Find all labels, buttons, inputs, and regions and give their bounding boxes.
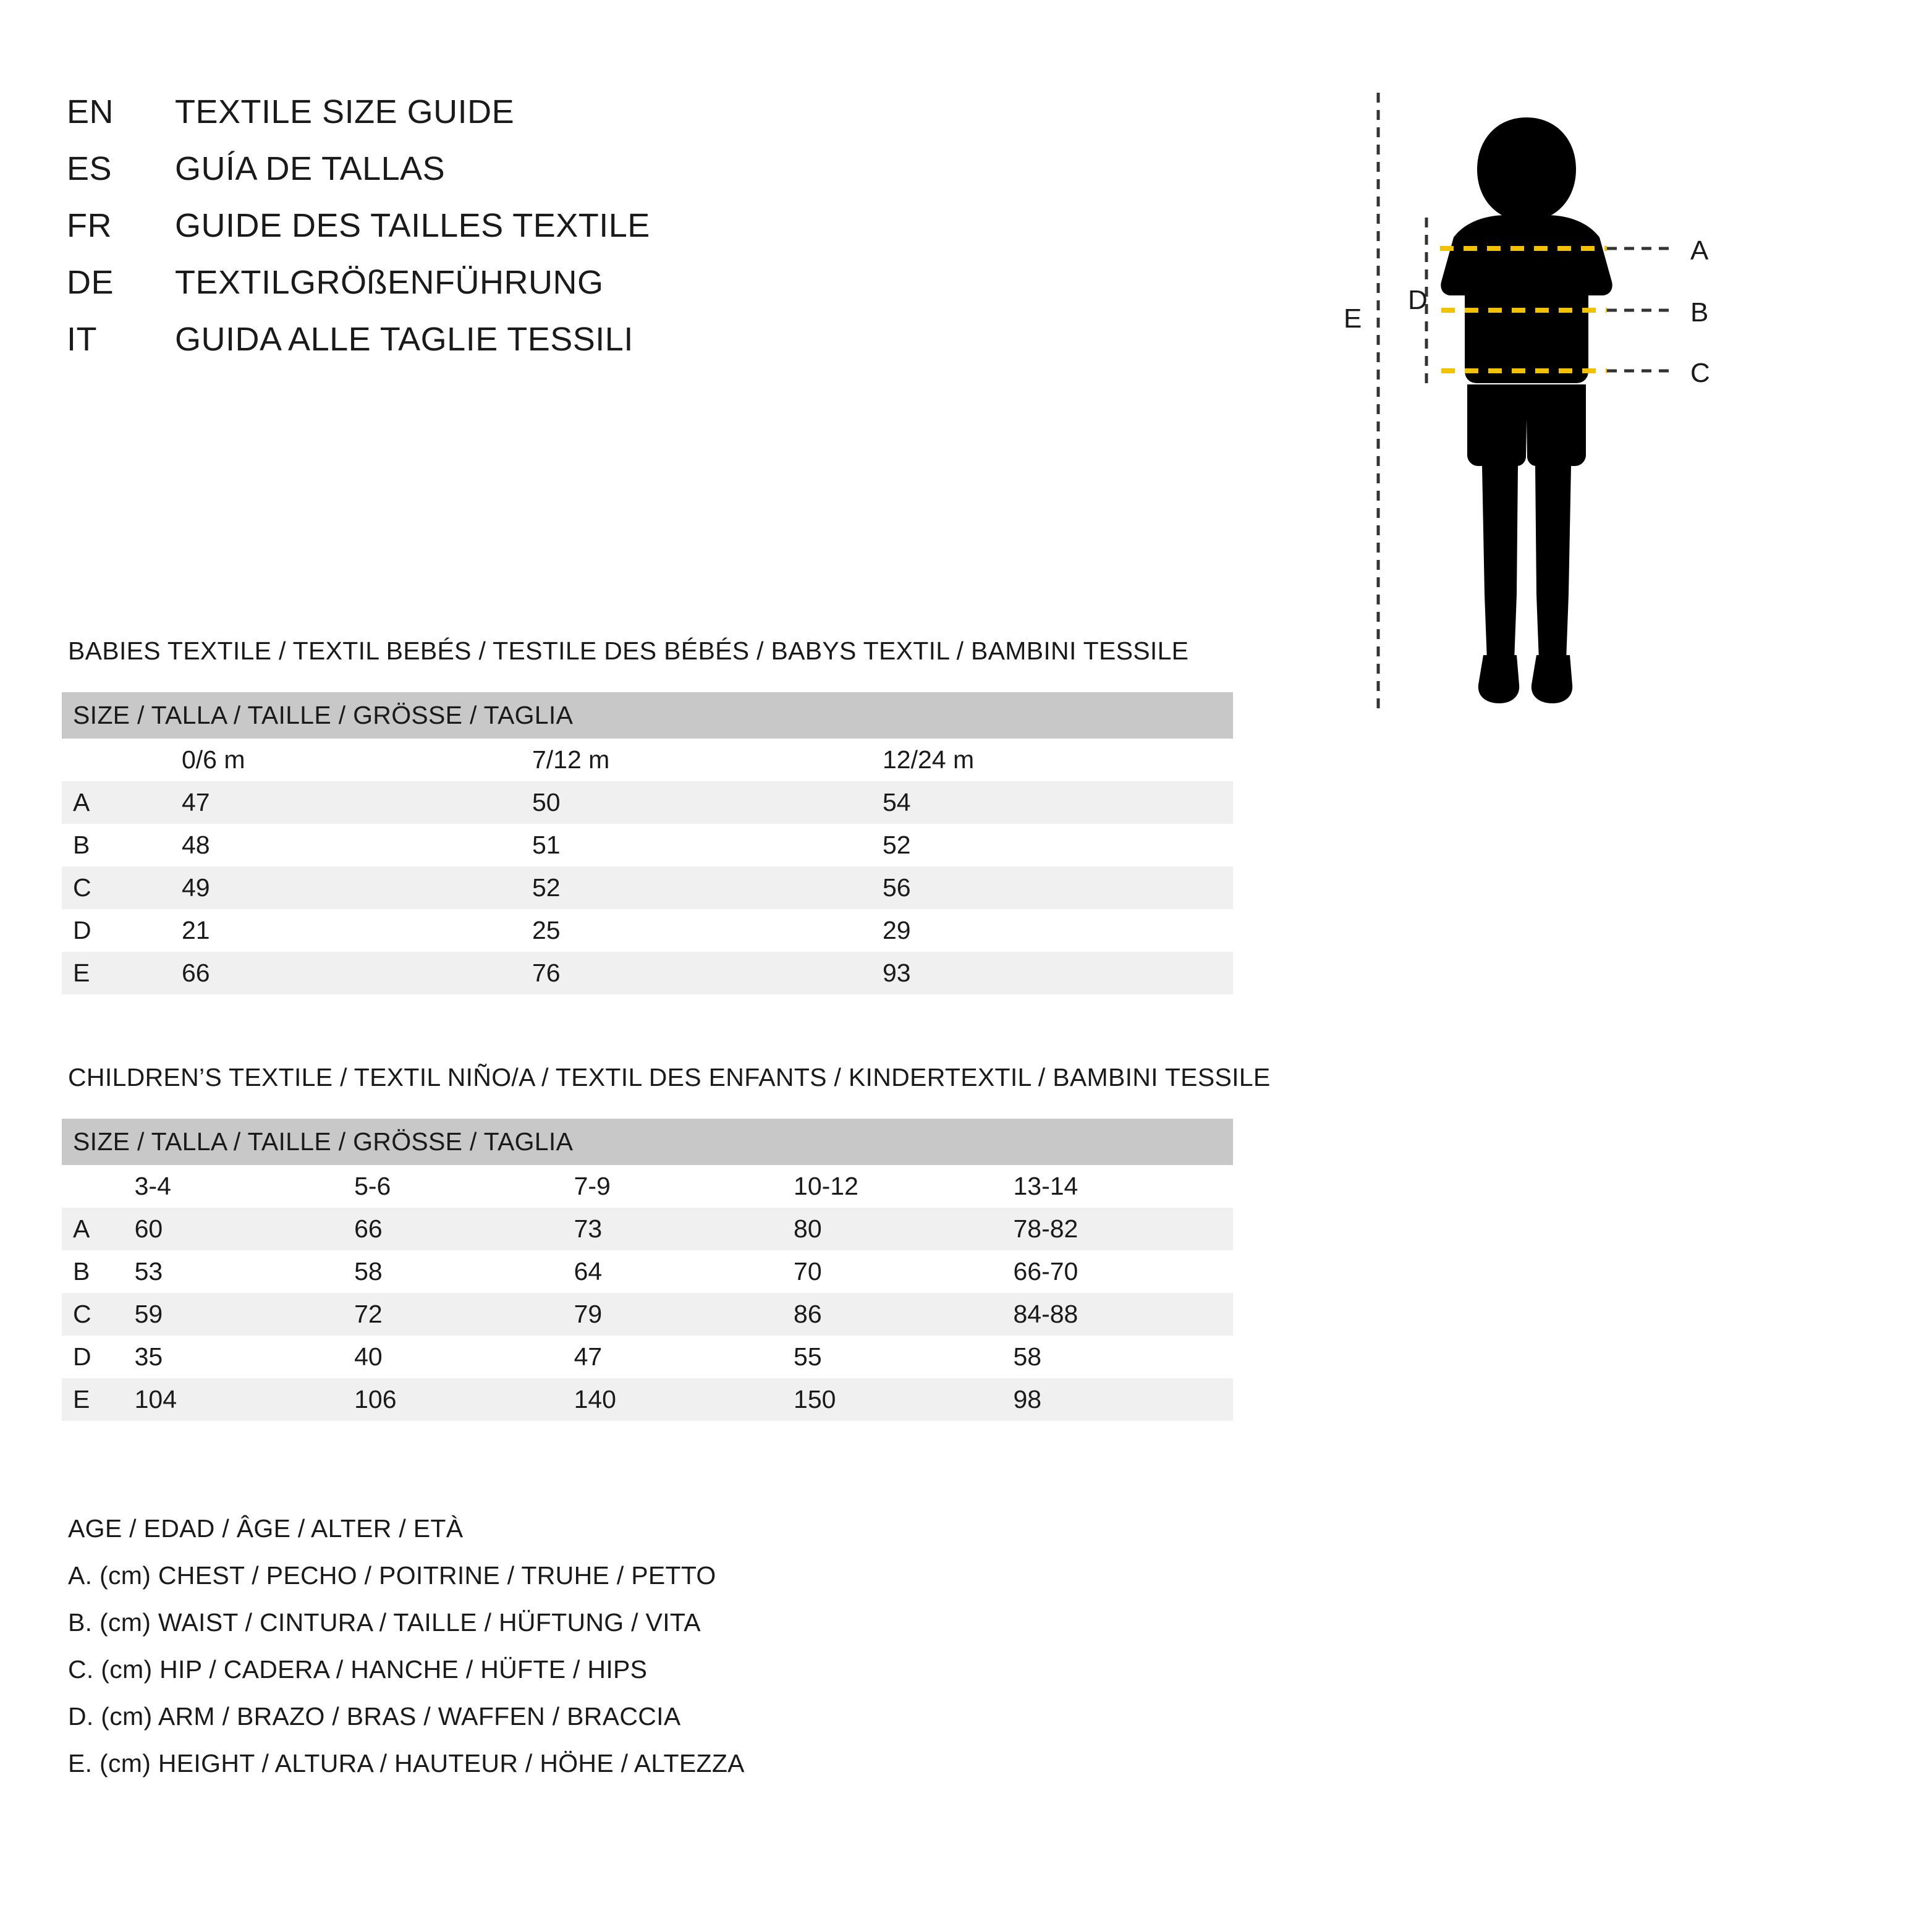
children-e-0: 104 — [135, 1378, 354, 1421]
children-d-1: 40 — [354, 1342, 383, 1371]
babies-e-1: 76 — [532, 952, 883, 994]
babies-column-0: 0/6 m — [182, 739, 532, 781]
babies-e-2: 93 — [883, 952, 1233, 994]
children-column-4: 13-14 — [1014, 1165, 1234, 1208]
children-corner-cell — [62, 1165, 135, 1208]
figure-label-e: E — [1344, 303, 1362, 334]
babies-table-header-row — [62, 692, 1233, 739]
language-title-en: TEXTILE SIZE GUIDE — [175, 93, 515, 130]
children-a-2: 73 — [574, 1208, 794, 1250]
table-row — [62, 1378, 1233, 1421]
children-b-0: 53 — [134, 1257, 163, 1286]
legend-line-height: E. (cm) HEIGHT / ALTURA / HAUTEUR / HÖHE / ALTEZZA — [68, 1749, 745, 1777]
measurement-figure — [1344, 80, 1873, 773]
child-silhouette-icon — [1441, 117, 1612, 703]
children-a-0: 60 — [135, 1208, 354, 1250]
babies-column-2: 12/24 m — [883, 739, 1233, 781]
children-section-caption: CHILDREN’S TEXTILE / TEXTIL NIÑO/A / TEXTIL DES ENFANTS / KINDERTEXTIL / BAMBINI TESSILE — [68, 1063, 1271, 1091]
babies-c-2: 56 — [883, 866, 1233, 909]
children-c-0: 59 — [135, 1293, 354, 1336]
babies-row-label-b: B — [73, 831, 90, 859]
legend-line-chest: A. (cm) CHEST / PECHO / POITRINE / TRUHE / PETTO — [68, 1561, 716, 1590]
children-c-1: 72 — [354, 1293, 574, 1336]
measurement-legend — [68, 1514, 745, 1796]
children-c-3: 86 — [794, 1293, 1013, 1336]
language-row-es — [67, 150, 650, 206]
language-code-fr: FR — [67, 207, 112, 244]
table-row — [62, 1250, 1233, 1293]
language-code-de: DE — [67, 264, 114, 301]
figure-label-d: D — [1408, 285, 1428, 315]
babies-table-header: SIZE / TALLA / TAILLE / GRÖSSE / TAGLIA — [62, 692, 1233, 739]
babies-a-2: 54 — [883, 781, 1233, 824]
table-row — [62, 866, 1233, 909]
babies-size-table — [62, 692, 1233, 994]
children-column-header-row — [62, 1165, 1233, 1208]
children-a-3: 80 — [794, 1208, 1013, 1250]
children-column-1: 5-6 — [354, 1165, 574, 1208]
children-e-3: 150 — [794, 1378, 1013, 1421]
children-a-4: 78-82 — [1014, 1208, 1234, 1250]
children-b-1: 58 — [354, 1257, 383, 1286]
babies-a-0: 47 — [182, 781, 532, 824]
figure-label-a: A — [1690, 235, 1709, 266]
babies-d-1: 25 — [532, 916, 561, 944]
children-table-header: SIZE / TALLA / TAILLE / GRÖSSE / TAGLIA — [62, 1119, 1233, 1165]
babies-row-label-a: A — [62, 781, 182, 824]
children-table-header-row — [62, 1119, 1233, 1165]
children-row-label-e: E — [62, 1378, 135, 1421]
legend-line-waist: B. (cm) WAIST / CINTURA / TAILLE / HÜFTUNG / VITA — [68, 1608, 701, 1637]
children-d-2: 47 — [574, 1342, 603, 1371]
figure-label-c: C — [1690, 358, 1710, 388]
children-d-3: 55 — [794, 1342, 822, 1371]
children-row-label-a: A — [62, 1208, 135, 1250]
children-row-label-c: C — [62, 1293, 135, 1336]
babies-section-caption: BABIES TEXTILE / TEXTIL BEBÉS / TESTILE DES BÉBÉS / BABYS TEXTIL / BAMBINI TESSILE — [68, 637, 1189, 665]
children-e-4: 98 — [1014, 1378, 1234, 1421]
babies-b-0: 48 — [181, 831, 210, 859]
babies-corner-cell — [62, 739, 182, 781]
babies-b-2: 52 — [882, 831, 911, 859]
children-c-4: 84-88 — [1014, 1293, 1234, 1336]
legend-line-arm: D. (cm) ARM / BRAZO / BRAS / WAFFEN / BRACCIA — [68, 1702, 681, 1731]
language-title-it: GUIDA ALLE TAGLIE TESSILI — [175, 321, 633, 358]
legend-line-hip: C. (cm) HIP / CADERA / HANCHE / HÜFTE / HIPS — [68, 1655, 648, 1684]
babies-d-2: 29 — [882, 916, 911, 944]
children-b-3: 70 — [794, 1257, 822, 1286]
language-title-es: GUÍA DE TALLAS — [175, 150, 446, 187]
children-b-4: 66-70 — [1013, 1257, 1078, 1286]
language-code-en: EN — [67, 93, 114, 130]
babies-c-0: 49 — [182, 866, 532, 909]
babies-d-0: 21 — [181, 916, 210, 944]
children-column-2: 7-9 — [574, 1165, 794, 1208]
table-row — [62, 909, 1233, 952]
children-a-1: 66 — [354, 1208, 574, 1250]
language-code-es: ES — [67, 150, 112, 187]
babies-a-1: 50 — [532, 781, 883, 824]
children-row-label-b: B — [73, 1257, 90, 1286]
language-row-de — [67, 263, 650, 320]
language-code-it: IT — [67, 321, 97, 358]
children-row-label-d: D — [73, 1342, 91, 1371]
language-title-block — [67, 93, 650, 377]
language-title-fr: GUIDE DES TAILLES TEXTILE — [175, 207, 650, 244]
babies-b-1: 51 — [532, 831, 561, 859]
children-column-0: 3-4 — [135, 1165, 354, 1208]
language-row-fr — [67, 206, 650, 263]
children-column-3: 10-12 — [794, 1165, 1013, 1208]
children-e-1: 106 — [354, 1378, 574, 1421]
babies-e-0: 66 — [182, 952, 532, 994]
babies-row-label-e: E — [62, 952, 182, 994]
language-row-en — [67, 93, 650, 150]
language-title-de: TEXTILGRÖßENFÜHRUNG — [175, 264, 604, 301]
babies-c-1: 52 — [532, 866, 883, 909]
table-row — [62, 824, 1233, 866]
table-row — [62, 1208, 1233, 1250]
babies-column-1: 7/12 m — [532, 739, 883, 781]
legend-line-age: AGE / EDAD / ÂGE / ALTER / ETÀ — [68, 1514, 464, 1543]
children-d-4: 58 — [1013, 1342, 1042, 1371]
children-e-2: 140 — [574, 1378, 794, 1421]
children-b-2: 64 — [574, 1257, 603, 1286]
language-row-it — [67, 320, 650, 377]
children-c-2: 79 — [574, 1293, 794, 1336]
children-size-table — [62, 1119, 1233, 1421]
babies-row-label-d: D — [73, 916, 91, 944]
table-row — [62, 1293, 1233, 1336]
table-row — [62, 781, 1233, 824]
table-row — [62, 952, 1233, 994]
figure-label-b: B — [1690, 297, 1709, 328]
table-row — [62, 1336, 1233, 1378]
children-d-0: 35 — [134, 1342, 163, 1371]
babies-row-label-c: C — [62, 866, 182, 909]
babies-column-header-row — [62, 739, 1233, 781]
